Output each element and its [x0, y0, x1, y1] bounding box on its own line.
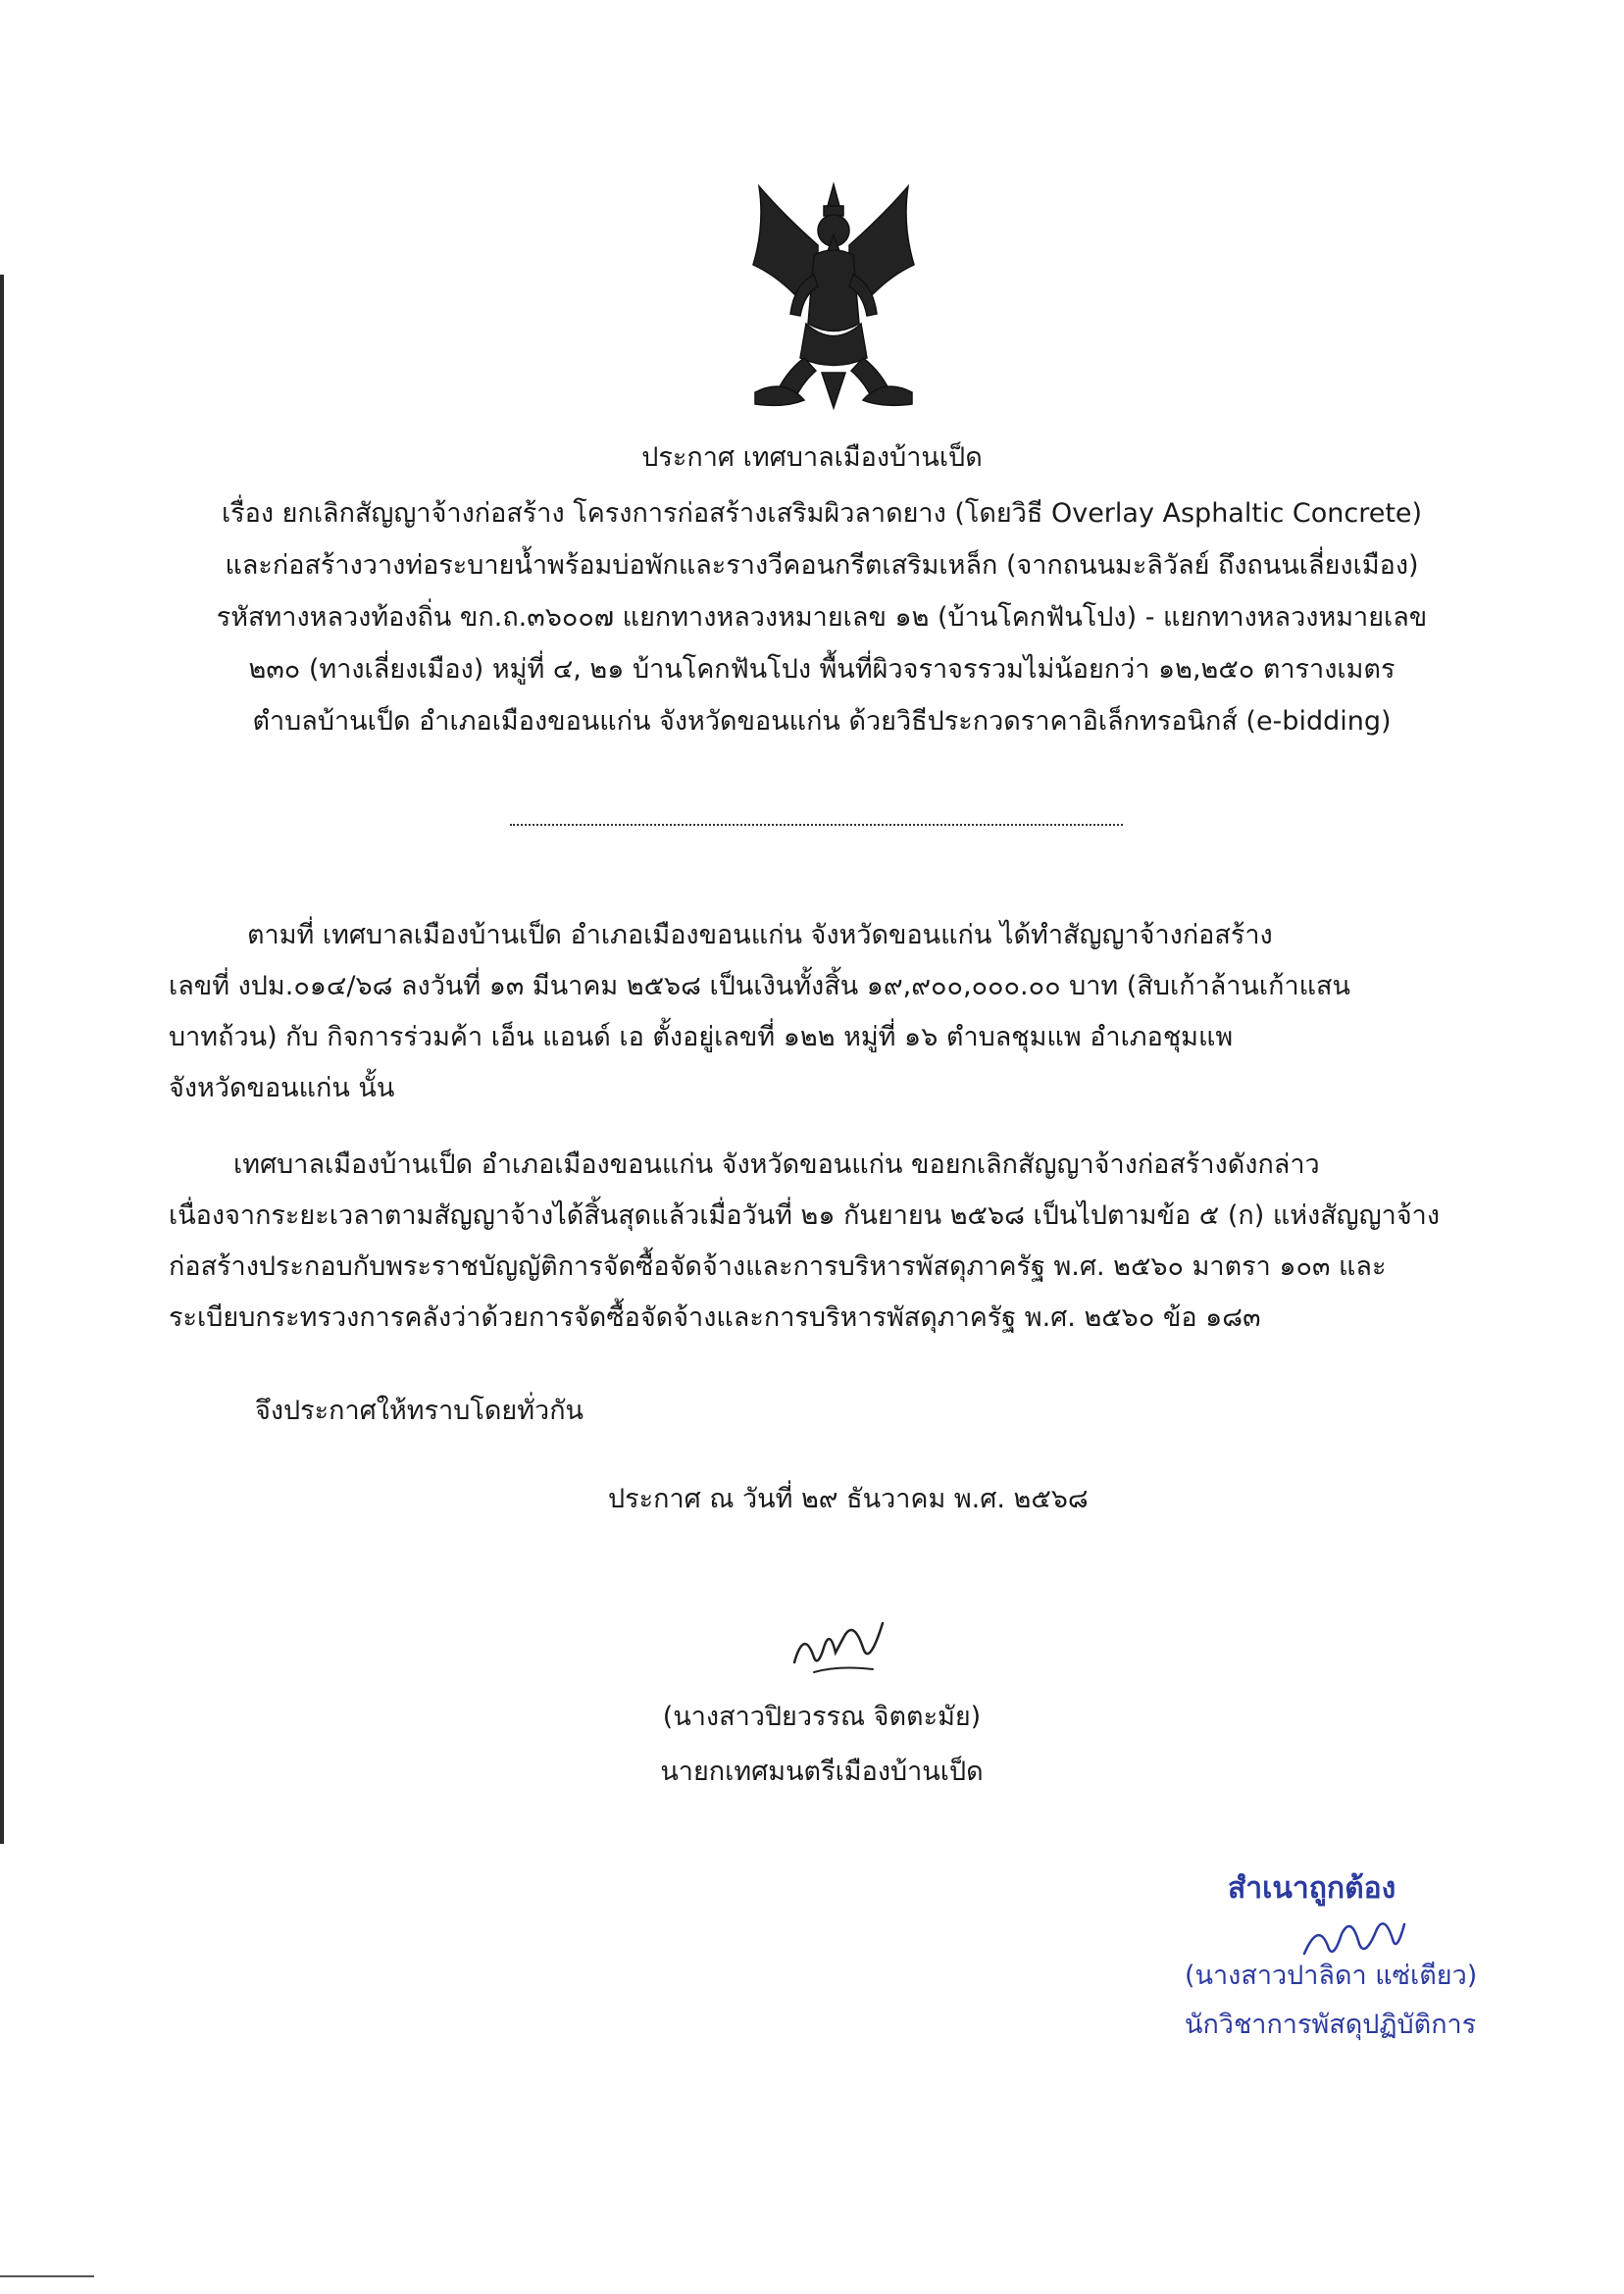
signer-name: (นางสาวปิยวรรณ จิตตะมัย) — [662, 1702, 982, 1732]
paragraph-contract-details — [169, 910, 1473, 1114]
paragraph-line: เลขที่ งปม.๐๑๔/๖๘ ลงวันที่ ๑๓ มีนาคม ๒๕๖๘ เป็นเงินทั้งสิ้น ๑๙,๙๐๐,๐๐๐.๐๐ บาท (สิบเก้าล้านเก้าแสน — [169, 971, 1350, 1001]
subject-line: และก่อสร้างวางท่อระบายน้ำพร้อมบ่อพักและรางวีคอนกรีตเสริมเหล็ก (จากถนนมะลิวัลย์ ถึงถนนเลี่ยงเมือง) — [225, 550, 1419, 581]
officer-name: (นางสาวปาลิดา แซ่เตียว) — [1185, 1961, 1478, 1991]
scan-bottom-mark — [0, 2275, 94, 2277]
paragraph-line: ก่อสร้างประกอบกับพระราชบัญญัติการจัดซื้อจัดจ้างและการบริหารพัสดุภาครัฐ พ.ศ. ๒๕๖๐ มาตรา ๑๐๓ และ — [169, 1251, 1387, 1282]
paragraph-line: ระเบียบกระทรวงการคลังว่าด้วยการจัดซื้อจัดจ้างและการบริหารพัสดุภาครัฐ พ.ศ. ๒๕๖๐ ข้อ ๑๘๓ — [169, 1302, 1261, 1333]
certify-label: สำเนาถูกต้อง — [1228, 1871, 1396, 1906]
paragraph-line: ตามที่ เทศบาลเมืองบ้านเป็ด อำเภอเมืองขอนแก่น จังหวัดขอนแก่น ได้ทำสัญญาจ้างก่อสร้าง — [247, 920, 1273, 950]
paragraph-cancellation — [169, 1140, 1473, 1344]
officer-title: นักวิชาการพัสดุปฏิบัติการ — [1185, 2010, 1477, 2040]
subject-block — [165, 487, 1479, 747]
scan-edge — [0, 275, 4, 1844]
mayor-signature-icon — [785, 1608, 892, 1687]
subject-line: เรื่อง ยกเลิกสัญญาจ้างก่อสร้าง โครงการก่อสร้างเสริมผิวลาดยาง (โดยวิธี Overlay Asphaltic Concrete) — [221, 498, 1423, 529]
signer-title: นายกเทศมนตรีเมืองบ้านเป็ด — [660, 1757, 984, 1787]
announcement-heading: ประกาศ เทศบาลเมืองบ้านเป็ด — [641, 442, 983, 473]
announcement-date: ประกาศ ณ วันที่ ๒๙ ธันวาคม พ.ศ. ๒๕๖๘ — [608, 1484, 1089, 1514]
closing-statement: จึงประกาศให้ทราบโดยทั่วกัน — [255, 1396, 584, 1426]
subject-line: รหัสทางหลวงท้องถิ่น ขก.ถ.๓๖๐๐๗ แยกทางหลวงหมายเลข ๑๒ (บ้านโคกฟันโปง) - แยกทางหลวงหมายเลข — [216, 602, 1428, 633]
certified-copy-stamp — [1177, 1865, 1530, 2062]
dotted-divider — [510, 824, 1123, 826]
subject-line: ตำบลบ้านเป็ด อำเภอเมืองขอนแก่น จังหวัดขอนแก่น ด้วยวิธีประกวดราคาอิเล็กทรอนิกส์ (e-bidding) — [252, 706, 1392, 737]
paragraph-line: บาทถ้วน) กับ กิจการร่วมค้า เอ็น แอนด์ เอ ตั้งอยู่เลขที่ ๑๒๒ หมู่ที่ ๑๖ ตำบลชุมแพ อำเภอชุมแพ — [169, 1022, 1234, 1052]
subject-line: ๒๓๐ (ทางเลี่ยงเมือง) หมู่ที่ ๔, ๒๑ บ้านโคกฟันโปง พื้นที่ผิวจราจรรวมไม่น้อยกว่า ๑๒,๒๕๐ ตารางเมตร — [248, 654, 1396, 685]
paragraph-line: เนื่องจากระยะเวลาตามสัญญาจ้างได้สิ้นสุดแล้วเมื่อวันที่ ๒๑ กันยายน ๒๕๖๘ เป็นไปตามข้อ ๕ (ก) แห่งสัญญาจ้าง — [169, 1200, 1441, 1231]
garuda-emblem-icon — [745, 177, 922, 412]
paragraph-line: จังหวัดขอนแก่น นั้น — [169, 1073, 395, 1103]
paragraph-line: เทศบาลเมืองบ้านเป็ด อำเภอเมืองขอนแก่น จังหวัดขอนแก่น ขอยกเลิกสัญญาจ้างก่อสร้างดังกล่าว — [233, 1149, 1320, 1180]
